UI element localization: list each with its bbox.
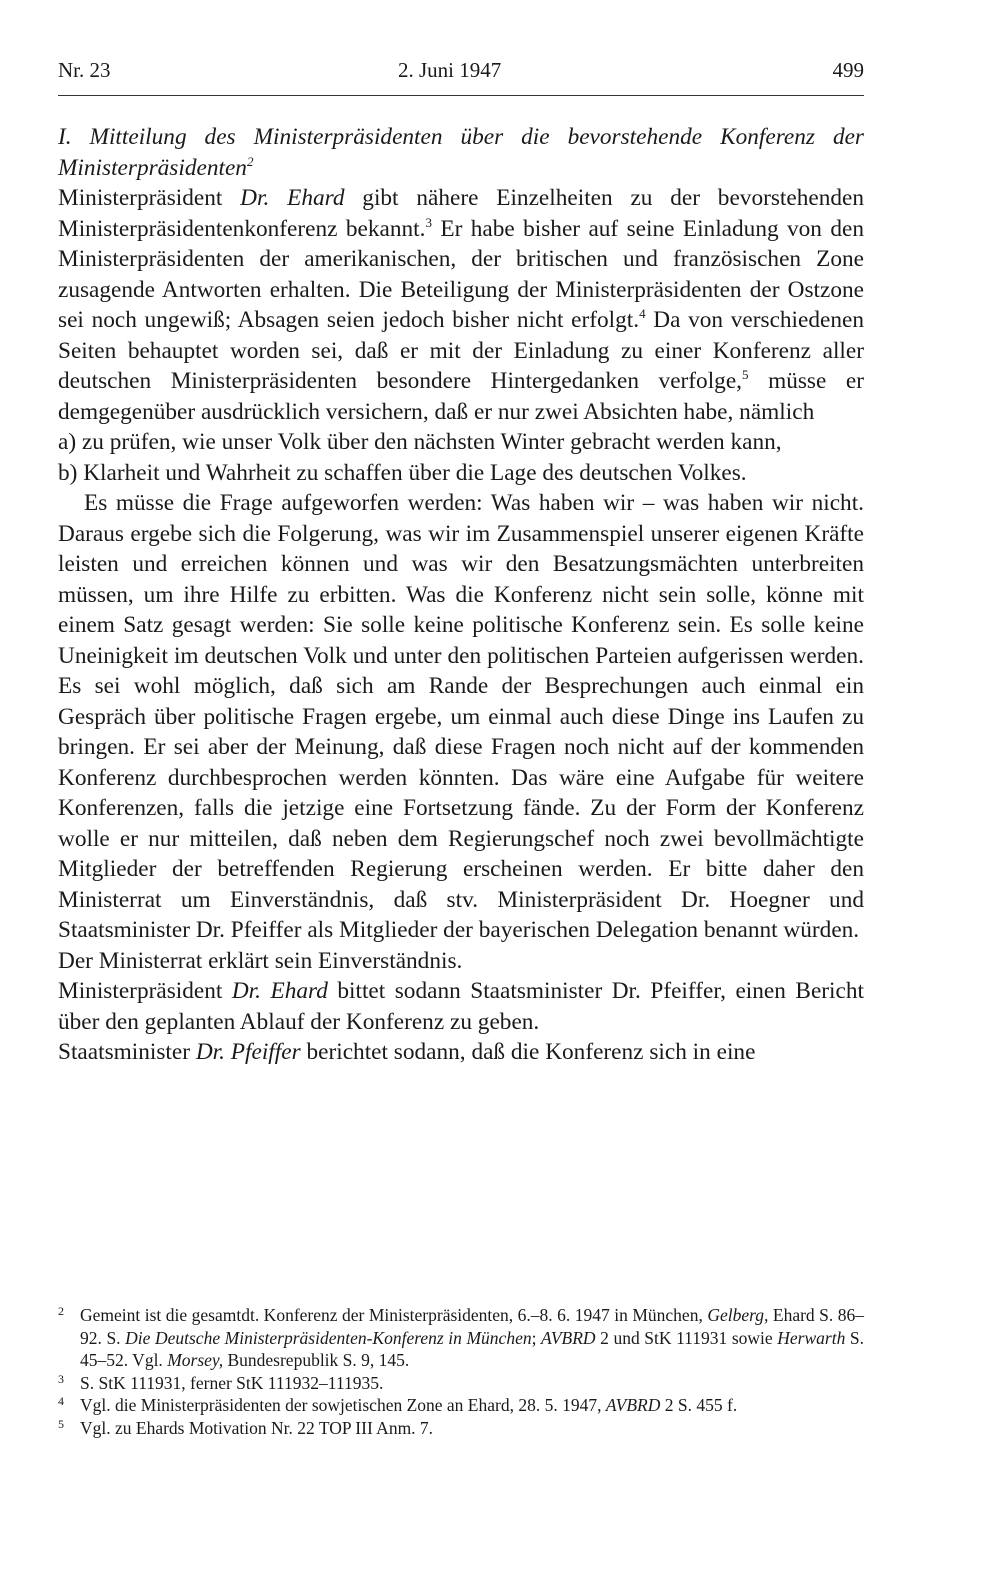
main-text xyxy=(58,122,864,1068)
list-item-a: a) zu prüfen, wie unser Volk über den nächsten Winter gebracht werden kann, xyxy=(58,429,782,455)
footnotes xyxy=(58,1304,864,1439)
running-header xyxy=(58,52,864,92)
document-date: 2. Juni 1947 xyxy=(398,58,502,82)
page-number: 499 xyxy=(832,58,864,82)
list-item-b: b) Klarheit und Wahrheit zu schaffen über die Lage des deutschen Volkes. xyxy=(58,459,747,486)
footnote-ref: 5 xyxy=(742,367,749,383)
paragraph-2: Es müsse die Frage aufgeworfen werden: Was haben wir – was haben wir nicht. Daraus ergebe sich die Folgerung, was wir im Zusammenspiel unserer eigenen Kräfte leisten und erreichen können und was wir den Besatzungsmächten unterbreiten müssen, um ihre Hilfe zu erbitten. Was die Konferenz nicht sein solle, könne mit einem Satz gesagt werden: Sie solle keine politische Konferenz sein. Es solle keine Uneinigkeit im deutschen Volk und unter den politischen Parteien aufgerissen werden. Es sei wohl möglich, daß sich am Rande der Besprechungen auch einmal ein Gespräch über politische Fragen ergebe, um einmal auch diese Dinge ins Laufen zu bringen. Er sei aber der Meinung, daß diese Fragen noch nicht auf der kommenden Konferenz durchbesprochen werden könnten. Das wäre eine Aufgabe für weitere Konferenzen, falls die jetzige eine Fortsetzung fände. Zu der Form der Konferenz wolle er nur mitteilen, daß neben dem Regierungschef noch zwei bevollmächtigte Mitglieder der betreffenden Regierung erscheinen werden. Er bitte daher den Ministerrat um Einverständnis, daß stv. Ministerpräsident Dr. Hoegner und Staatsminister Dr. Pfeiffer als Mitglieder der bayerischen Delegation benannt würden. xyxy=(58,490,864,943)
document-page xyxy=(58,52,864,1552)
footnote-3: 3 S. StK 111931, ferner StK 111932–111935. xyxy=(58,1371,384,1393)
paragraph-3: Der Ministerrat erklärt sein Einverständnis. xyxy=(58,947,463,974)
footnote-ref: 4 xyxy=(639,306,646,322)
footnote-ref: 3 xyxy=(425,214,432,230)
footnote-ref: 2 xyxy=(246,153,254,169)
header-rule xyxy=(58,95,864,96)
document-number: Nr. 23 xyxy=(58,58,111,82)
person-name: Dr. Ehard xyxy=(231,978,328,1004)
paragraph-5: Staatsminister Dr. Pfeiffer berichtet sodann, daß die Konferenz sich in eine xyxy=(58,1039,756,1065)
person-name: Dr. Ehard xyxy=(240,185,345,211)
person-name: Dr. Pfeiffer xyxy=(195,1039,301,1065)
section-heading: I. Mitteilung des Ministerpräsidenten über die bevorstehende Konferenz der Ministerpräsidenten$^2$ xyxy=(58,124,864,181)
footnote-5: 5 Vgl. zu Ehards Motivation Nr. 22 TOP III Anm. 7. xyxy=(58,1416,434,1438)
paragraph-1: Ministerpräsident Dr. Ehard gibt nähere Einzelheiten zu der bevorstehenden Ministerpräsidentenkonferenz bekannt.$^3$ Er habe bisher auf seine Einladung von den Ministerpräsidenten der amerikanischen, der britischen und französischen Zone zusagende Antworten erhalten. Die Beteiligung der Ministerpräsidenten der Ostzone sei noch ungewiß; Absagen seien jedoch bisher nicht erfolgt.$^4$ Da von verschiedenen Seiten behauptet worden sei, daß er mit der Einladung zu einer Konferenz aller deutschen Ministerpräsidenten besondere Hintergedanken verfolge,$^5$ müsse er demgegenüber ausdrücklich versichern, daß er nur zwei Absichten habe, nämlich xyxy=(58,185,865,425)
paragraph-4: Ministerpräsident Dr. Ehard bittet sodann Staatsminister Dr. Pfeiffer, einen Bericht über den geplanten Ablauf der Konferenz zu geben. xyxy=(58,978,864,1035)
footnote-4: 4 Vgl. die Ministerpräsidenten der sowjetischen Zone an Ehard, 28. 5. 1947, AVBRD 2 S. 455 f. xyxy=(58,1394,738,1415)
footnote-2: 2 Gemeint ist die gesamtdt. Konferenz der Ministerpräsidenten, 6.–8. 6. 1947 in München, Gelberg, Ehard S. 86–92. S. Die Deutsche Ministerpräsidenten-Konferenz in München; AVBRD 2 und StK 111931 sowie Herwarth S. 45–52. Vgl. Morsey, Bundesrepublik S. 9, 145. xyxy=(58,1304,865,1370)
